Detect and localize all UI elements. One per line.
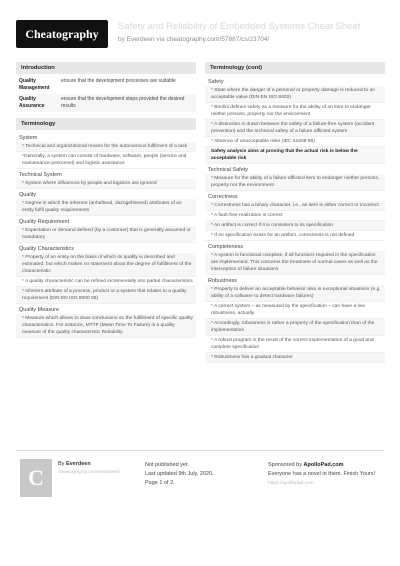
list-item: * Expectation or demand defined (by a customer) that is generally assumed or mandatory (16, 226, 196, 243)
intro-value: ensure that the development steps provided the desired results (58, 94, 196, 112)
group-title: Completeness (208, 244, 244, 250)
sponsor-link[interactable]: ApolloPad.com (303, 462, 344, 468)
list-item: * Measure for the ability of a failure afflicted item to endanger neither persons, property nor the environment (205, 174, 385, 191)
footer-sponsor (268, 461, 388, 488)
author-avatar[interactable] (20, 459, 52, 497)
safety-analysis-note: Safety analysis aims at proving that the actual risk is below the acceptable risk (211, 149, 358, 161)
list-item-bold (205, 147, 385, 164)
intro-heading: Introduction (16, 62, 196, 74)
list-item: * Birolini defines safety as a measure for the ability of an item to endanger neither persons, property nor the environment (205, 103, 385, 120)
list-item: * Correctness has a binary character, i.e., an item is either correct or incorrect (205, 201, 385, 211)
sponsor-prefix: Sponsored by (268, 462, 302, 468)
sponsor-text: Everyone has a novel in them. Finish Yours! (268, 471, 376, 477)
list-item: * Property to deliver an acceptable behavior also in exceptional situations (e.g. ability of a software to detect hardware failures) (205, 285, 385, 302)
published-status: Not published yet. (145, 462, 190, 468)
list-item: * An artifact is correct if it is consistent to its specification (205, 221, 385, 231)
list-item: * Property of an entity on the basis of which its quality is described and estimated, but which makes no statement about the degree of fulfillment of the characteristic (16, 253, 196, 277)
avatar-letter: C (28, 465, 44, 490)
list-item: * A correct system – as measured by the specification – can have a low robustness, actually (205, 302, 385, 319)
intro-value: ensure that the development processes are suitable (61, 78, 176, 84)
list-item: * A fault-free realization is correct (205, 211, 385, 221)
group-title: Technical System (19, 172, 62, 178)
list-item: * Robustness has a gradual character (205, 353, 385, 363)
group-title: System (19, 135, 38, 141)
group-title: Robustness (208, 278, 238, 284)
list-item: * A system is functional complete, if all functions required in the specification are implemented. This concerns the treatment of normal cases as well as the interception of failure situations (205, 251, 385, 275)
list-item: * A quality characteristic can be refined incrementally into partial characteristics (16, 277, 196, 287)
intro-table (16, 76, 196, 112)
list-item: * A distinction is drawn between the safety of a failure-free system (accident prevention) and the technical safety of a failure afflicted system (205, 120, 385, 137)
group-title: Technical Safety (208, 167, 249, 173)
list-item: * System where influences by people and logistics are ignored (16, 179, 196, 189)
list-item: * A robust program is the result of the correct implementation of a good and complete specification (205, 336, 385, 353)
group-title: Quality Requirement (19, 219, 70, 225)
intro-key: Quality Assurance (16, 94, 58, 112)
group-title: Quality (19, 192, 37, 198)
terminology-heading: Terminology (16, 118, 196, 130)
list-item: * Degree in which the inherent (anhaftend, dazugehörend) attributes of an entity fulfil quality requirements (16, 199, 196, 216)
sheet-url-link[interactable]: cheatography.com/57887/cs/23704/ (166, 36, 270, 43)
sponsor-url[interactable]: https://apollopad.com (268, 481, 314, 486)
byline-via: via (156, 36, 165, 43)
intro-row (16, 76, 196, 94)
list-item: * Inherent attribute of a process, product or a system that relates to a quality requirement (DIN EN ISO 9000 05) (16, 287, 196, 304)
group-title: Quality Measure (19, 307, 60, 313)
footer-author-url[interactable]: cheatography.com/everdeen/ (58, 470, 120, 475)
footer-by: By (58, 461, 65, 467)
right-column (205, 62, 385, 363)
footer-meta (145, 461, 214, 488)
page-number: Page 1 of 2. (145, 480, 175, 486)
intro-key: Quality Management (19, 78, 50, 91)
list-item: * State where the danger of a personal or property damage is reduced to an acceptable value (DIN EN ISO 8402) (205, 86, 385, 103)
group-title: Correctness (208, 194, 238, 200)
list-item: * Absence of unacceptable risks (IEC 61508 98) (205, 137, 385, 147)
byline-by: by (118, 36, 125, 43)
footer-divider (16, 450, 384, 451)
header (0, 0, 400, 62)
group-title: Quality Characteristics (19, 246, 75, 252)
page-title: Safety and Reliability of Embedded Systems Cheat Sheet (118, 21, 361, 32)
intro-row (16, 94, 196, 112)
author-link[interactable]: Everdeen (126, 36, 155, 43)
group-title: Safety (208, 79, 224, 85)
left-column (16, 62, 196, 338)
list-item: * Technical and organizational means for the autonomous fulfilment of a task (16, 142, 196, 152)
byline (118, 36, 269, 43)
footer-author (58, 461, 91, 467)
terminology-cont-heading: Terminology (cont) (205, 62, 385, 74)
list-item: * If no specification exists for an artifact, correctness is not defined (205, 231, 385, 241)
list-item: * Measure which allows to draw conclusions on the fulfillment of specific quality characteristics. For instance, MTTF (Mean Time To Failure) is a quality measure of the quality characteristic Reliability (16, 314, 196, 338)
footer-author-name[interactable]: Everdeen (65, 461, 91, 467)
cheatography-logo[interactable]: Cheatography (16, 20, 108, 48)
list-item: * Accordingly, robustness is rather a property of the specification than of the implementation (205, 319, 385, 336)
last-updated: Last updated 9th July, 2020. (145, 471, 214, 477)
list-item: *Generally, a system can consist of hardware, software, people (service and maintenance personnel) and logistic assistance (16, 152, 196, 169)
